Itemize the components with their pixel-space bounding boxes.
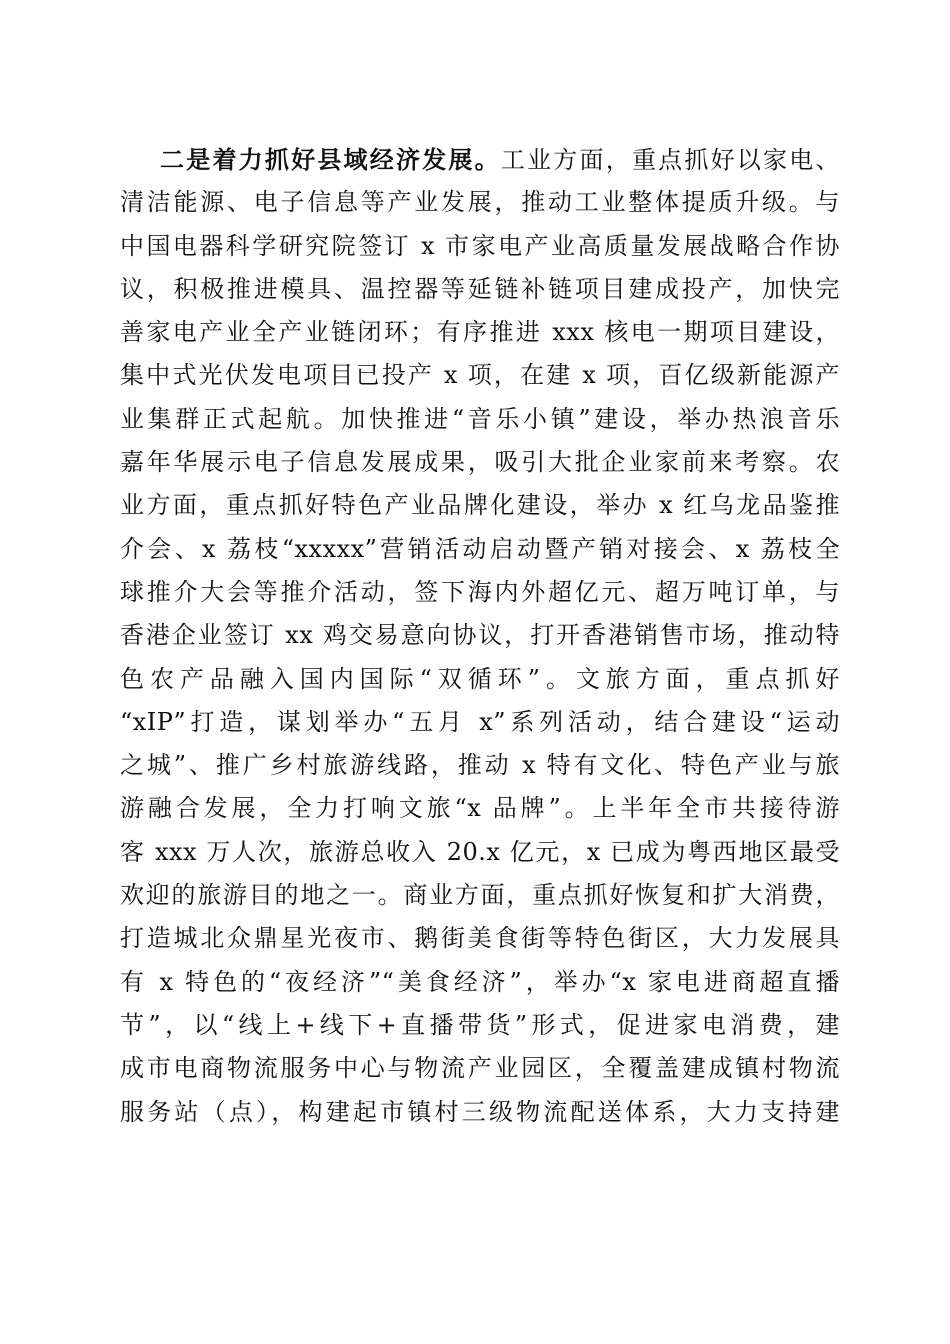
paragraph-line: 业方面，重点抓好特色产业品牌化建设，举办 x 红乌龙品鉴推 <box>120 491 840 520</box>
paragraph-line: 游融合发展，全力打响文旅“x 品牌”。上半年全市共接待游 <box>120 794 840 823</box>
paragraph-line: 香港企业签订 xx 鸡交易意向协议，打开香港销售市场，推动特 <box>120 621 840 650</box>
paragraph-line: 欢迎的旅游目的地之一。商业方面，重点抓好恢复和扩大消费， <box>120 881 840 910</box>
paragraph-line: 球推介大会等推介活动，签下海内外超亿元、超万吨订单，与 <box>120 577 840 606</box>
paragraph-line: 议，积极推进模具、温控器等延链补链项目建成投产，加快完 <box>120 274 840 303</box>
paragraph-line: 服务站（点），构建起市镇村三级物流配送体系，大力支持建 <box>120 1097 840 1126</box>
paragraph-line: 介会、x 荔枝“xxxxx”营销活动启动暨产销对接会、x 荔枝全 <box>120 534 840 563</box>
paragraph-line <box>120 138 840 181</box>
paragraph-line: 成市电商物流服务中心与物流产业园区，全覆盖建成镇村物流 <box>120 1054 840 1083</box>
paragraph-line: 打造城北众鼎星光夜市、鹅街美食街等特色街区，大力发展具 <box>120 924 840 953</box>
paragraph-line: “xIP”打造，谋划举办“五月 x”系列活动，结合建设“运动 <box>120 707 840 736</box>
paragraph-line: 有 x 特色的“夜经济”“美食经济”，举办“x 家电进商超直播 <box>120 967 840 996</box>
paragraph-line: 之城”、推广乡村旅游线路，推动 x 特有文化、特色产业与旅 <box>120 751 840 780</box>
paragraph-line: 集中式光伏发电项目已投产 x 项，在建 x 项，百亿级新能源产 <box>120 361 840 390</box>
body-paragraph <box>120 138 840 1134</box>
paragraph-line: 中国电器科学研究院签订 x 市家电产业高质量发展战略合作协 <box>120 231 840 260</box>
paragraph-line: 客 xxx 万人次，旅游总收入 20.x 亿元，x 已成为粤西地区最受 <box>120 837 840 866</box>
paragraph-line: 善家电产业全产业链闭环；有序推进 xxx 核电一期项目建设， <box>120 318 840 347</box>
paragraph-line: 色农产品融入国内国际“双循环”。文旅方面，重点抓好 <box>120 664 840 693</box>
paragraph-line: 嘉年华展示电子信息发展成果，吸引大批企业家前来考察。农 <box>120 448 840 477</box>
paragraph-line-text: 工业方面，重点抓好以家电、 <box>500 146 840 174</box>
paragraph-line: 清洁能源、电子信息等产业发展，推动工业整体提质升级。与 <box>120 188 840 217</box>
paragraph-lead-heading: 二是着力抓好县域经济发展。 <box>160 145 501 174</box>
paragraph-line: 节”，以“线上+线下+直播带货”形式，促进家电消费，建 <box>120 1010 840 1039</box>
paragraph-line: 业集群正式起航。加快推进“音乐小镇”建设，举办热浪音乐 <box>120 404 840 433</box>
